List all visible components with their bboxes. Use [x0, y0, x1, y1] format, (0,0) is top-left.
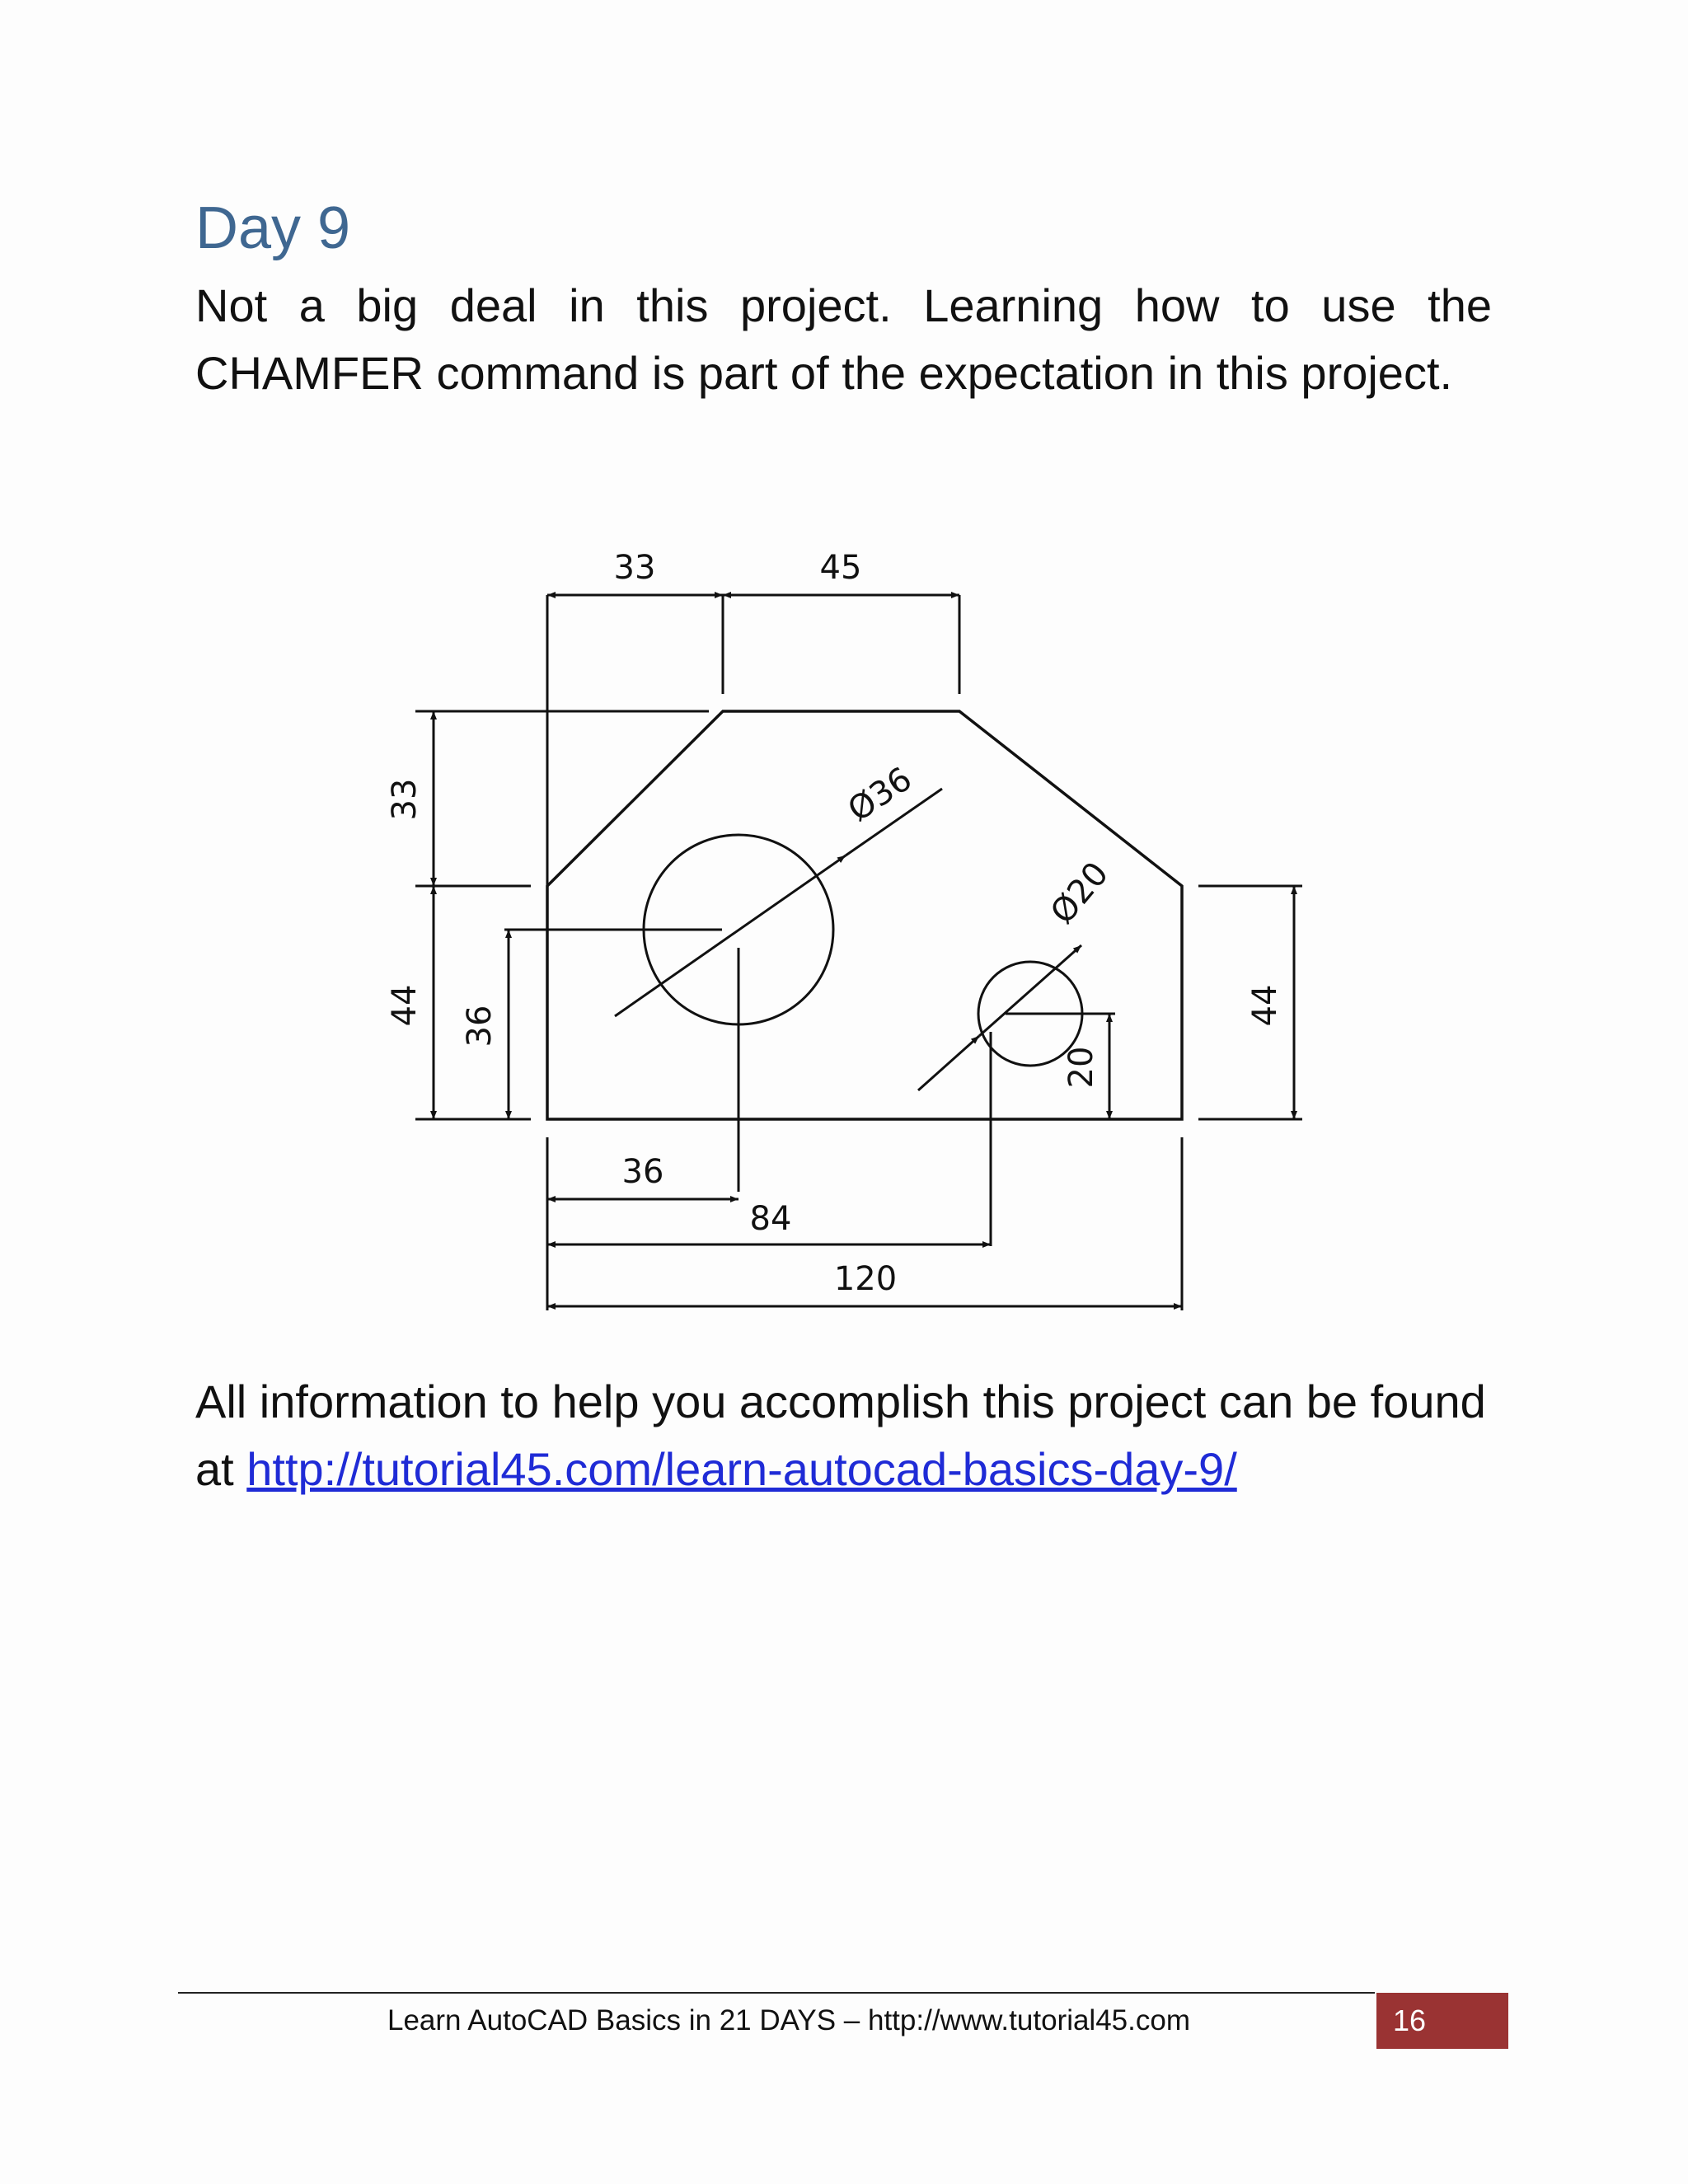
dim-small-diameter: Ø20 [1043, 855, 1117, 931]
page-title: Day 9 [195, 195, 351, 261]
footer-divider [178, 1992, 1375, 1994]
dim-small-hole-x: 84 [749, 1200, 792, 1238]
cad-drawing [363, 527, 1319, 1327]
project-link[interactable]: http://tutorial45.com/learn-autocad-basics-day-9/ [246, 1443, 1237, 1495]
info-text: All information to help you accomplish this project can be found at [195, 1376, 1486, 1495]
footer-text: Learn AutoCAD Basics in 21 DAYS – http://www.tutorial45.com [387, 2004, 1190, 2036]
dim-left-lower: 44 [386, 984, 424, 1027]
page-number-badge: 16 [1376, 1993, 1508, 2049]
dim-top-left: 33 [613, 549, 656, 587]
dim-hole-height: 36 [461, 1005, 499, 1047]
dim-top-right: 45 [819, 549, 862, 587]
dim-hole-x: 36 [621, 1153, 664, 1191]
dim-large-diameter: Ø36 [841, 760, 919, 830]
dim-small-hole-height: 20 [1062, 1046, 1100, 1089]
info-paragraph [195, 1368, 1514, 1503]
dim-overall-width: 120 [833, 1260, 898, 1298]
dim-right-height: 44 [1246, 984, 1284, 1027]
intro-paragraph: Not a big deal in this project. Learning how to use the CHAMFER command is part of the expectation in this project. [195, 279, 1492, 399]
dim-left-upper: 33 [386, 778, 424, 821]
